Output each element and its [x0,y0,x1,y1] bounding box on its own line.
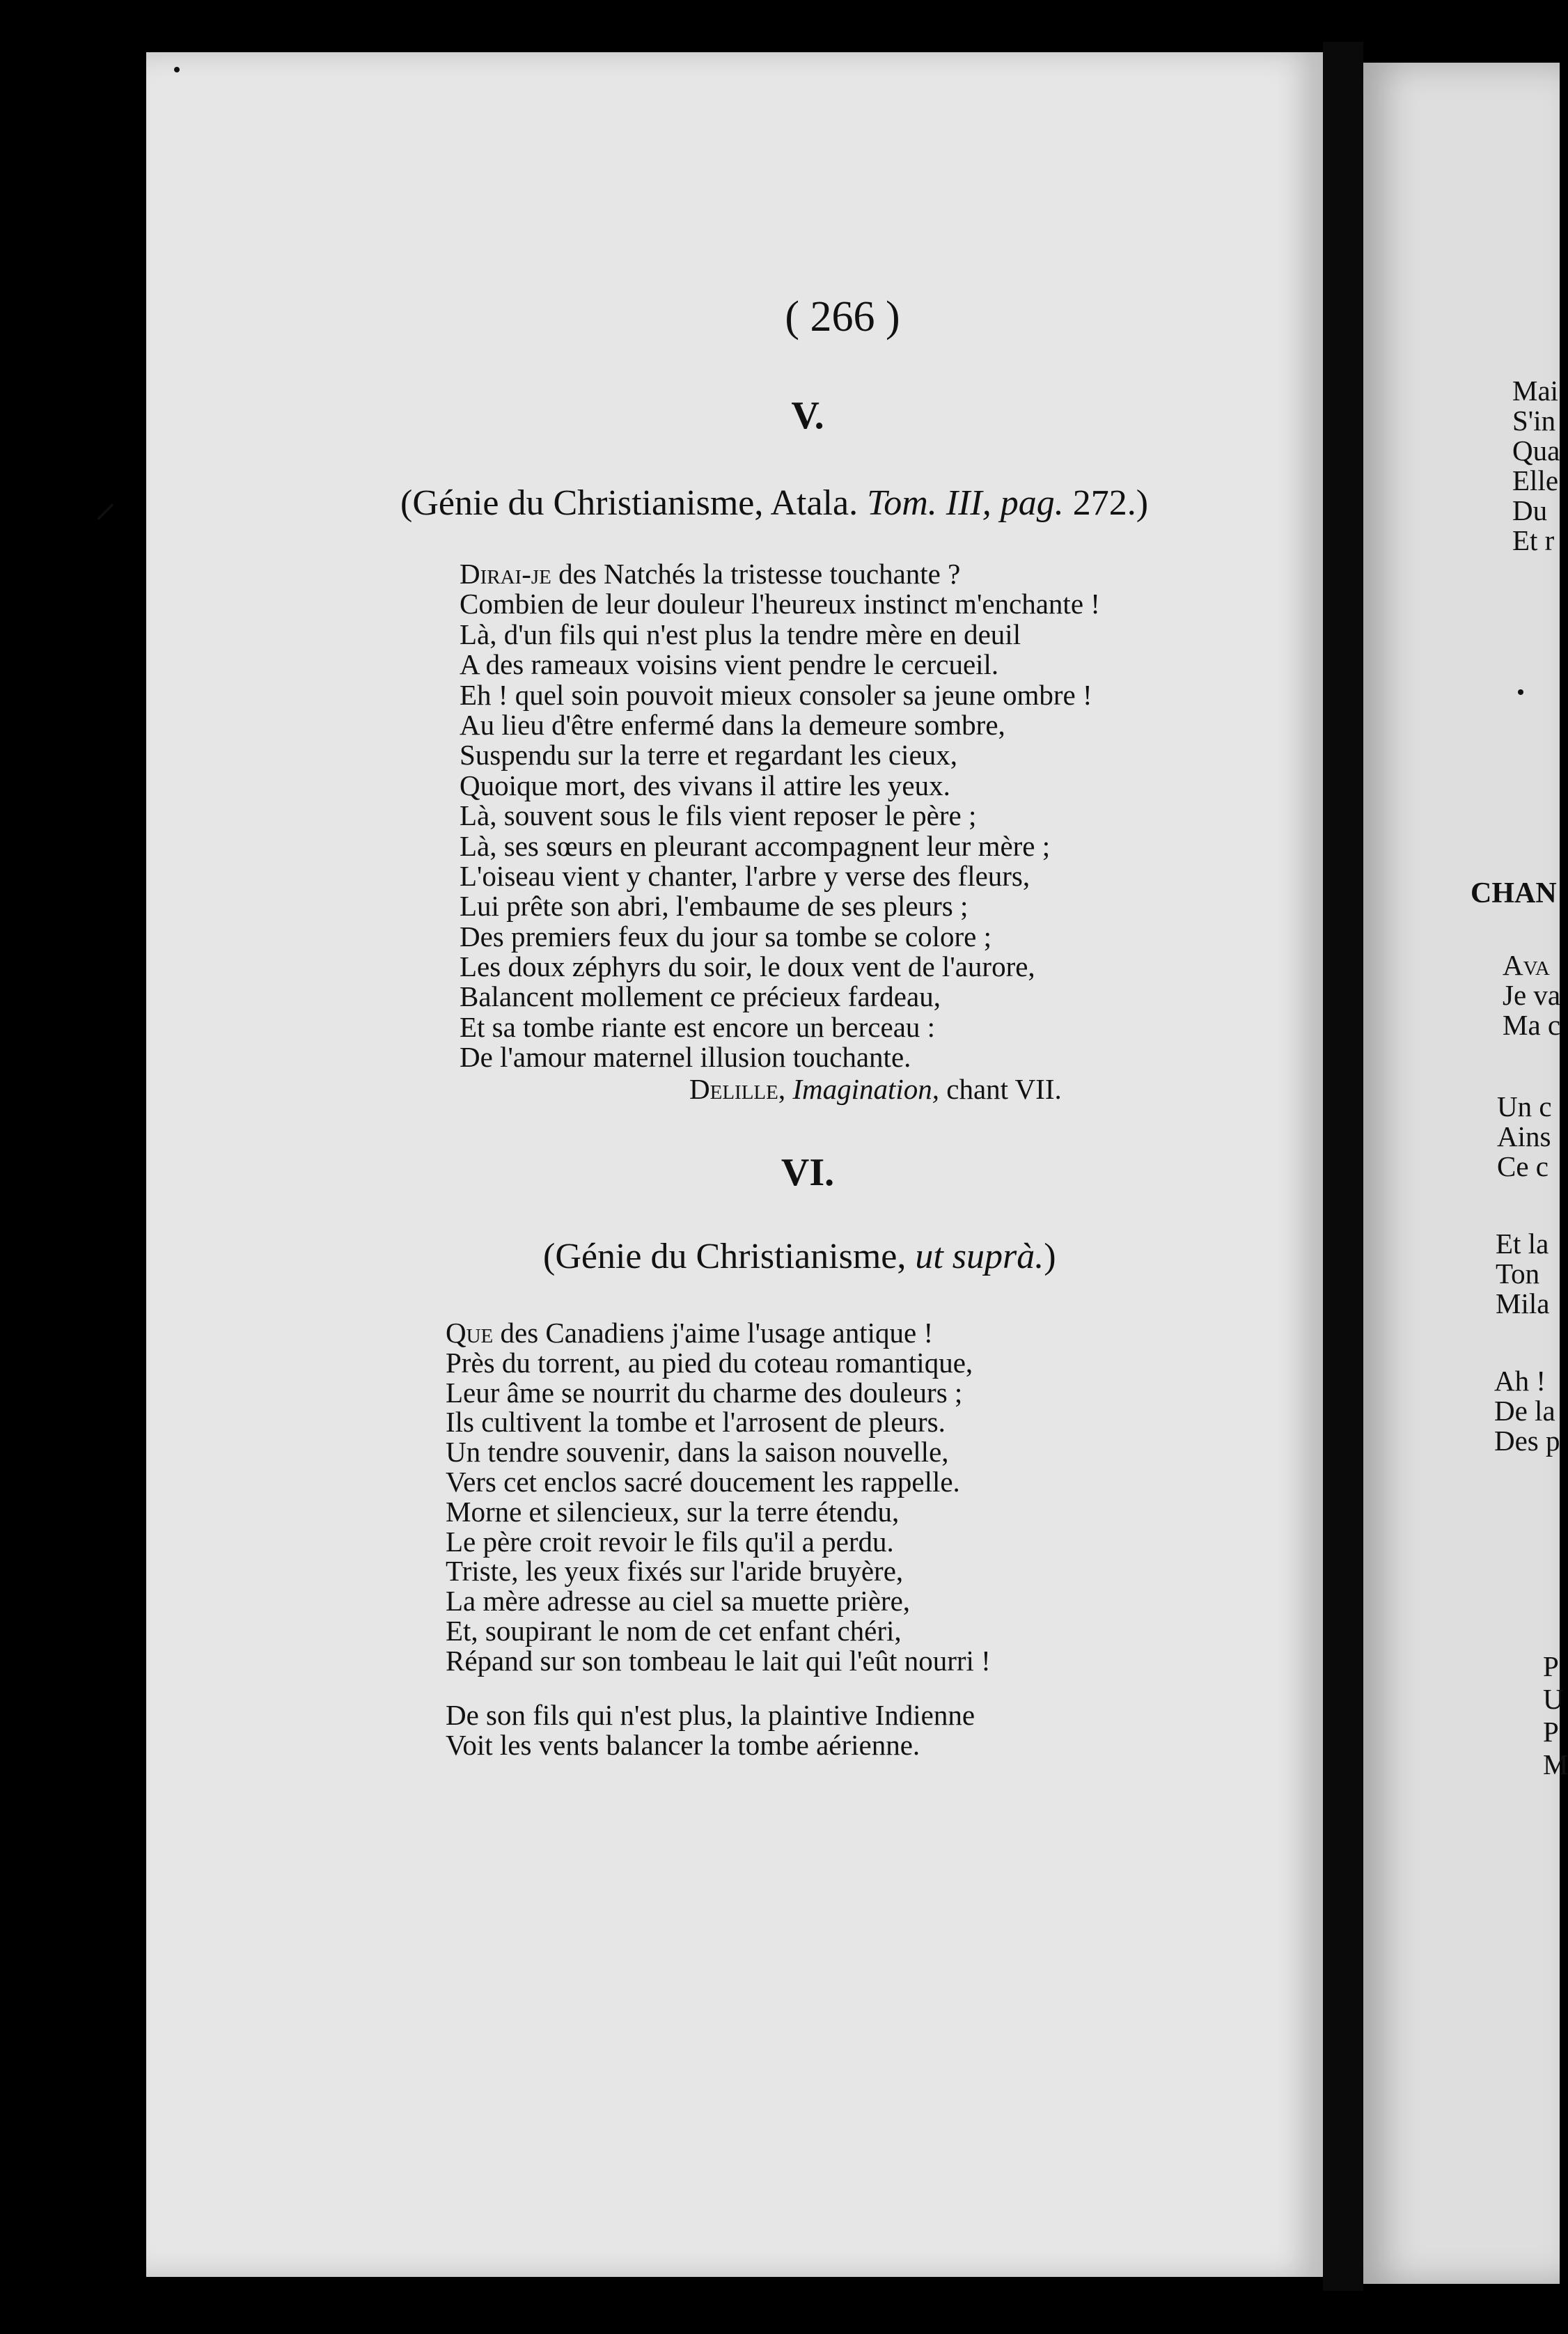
poem-line: Et sa tombe riante est encore un berceau : [460,1010,936,1043]
page-number: ( 266 ) [785,293,900,340]
fragment: Qua [1512,434,1560,467]
fragment: Un c [1497,1090,1552,1122]
poem-line: De son fils qui n'est plus, la plaintive Indienne [446,1699,975,1731]
fragment: P [1543,1716,1559,1748]
fragment: Ains [1497,1120,1551,1152]
fragment: Du [1512,494,1548,526]
source-tom: Tom. III, [867,483,991,523]
right-page-fragments-2 [1503,950,1560,1040]
fragment: Je va [1503,979,1561,1011]
fragment: Ava [1503,949,1550,981]
fragment: Ton [1496,1258,1540,1290]
poem-line: Suspendu sur la terre et regardant les cieux, [460,739,957,772]
poem-line: Triste, les yeux fixés sur l'aride bruyère, [446,1555,904,1588]
source-ref: ut suprà. [915,1237,1044,1276]
poem-line: Les doux zéphyrs du soir, le doux vent de l'aurore, [460,950,1035,983]
right-page-fragments-6 [1543,1650,1568,1781]
fragment: Ma c [1503,1009,1561,1041]
right-page-heading: CHAN [1471,877,1557,909]
author: Delille, [689,1073,786,1105]
poem-line: Près du torrent, au pied du coteau romantique, [446,1346,973,1379]
poem-line: Balancent mollement ce précieux fardeau, [460,980,941,1013]
work-title: Imagination, [792,1073,940,1105]
closing-couplet [446,1700,975,1760]
fragment: P [1543,1650,1559,1682]
fragment: Des p [1494,1425,1560,1457]
section-v-source [400,483,1148,524]
speck [1518,689,1523,695]
fragment: Mai [1512,375,1559,407]
right-page-fragments-1 [1512,376,1560,556]
right-page-fragments-4 [1496,1229,1549,1319]
left-page [146,52,1323,2277]
source-pag: pag. [1000,483,1064,523]
fragment: U [1543,1683,1564,1715]
first-word: Que [446,1317,494,1349]
poem-line: Là, d'un fils qui n'est plus la tendre mère en deuil [460,618,1021,650]
fragment: S'in [1512,405,1556,437]
section-heading-v: V. [791,394,824,437]
book-gutter [1323,42,1363,2291]
poem-line: Et, soupirant le nom de cet enfant chéri, [446,1614,902,1647]
source-title: (Génie du Christianisme, Atala. [400,483,859,523]
source-num: 272.) [1072,483,1149,523]
poem-line: Que des Canadiens j'aime l'usage antique ! [446,1317,934,1349]
poem-line: L'oiseau vient y chanter, l'arbre y verse des fleurs, [460,859,1030,892]
poem-line: De l'amour maternel illusion touchante. [460,1041,911,1074]
right-page-fragments-3 [1497,1092,1552,1182]
speck [174,67,180,72]
poem-line: Au lieu d'être enfermé dans la demeure sombre, [460,708,1005,741]
poem-line: Dirai-je des Natchés la tristesse touchante ? [460,558,961,590]
poem-line: Voit les vents balancer la tombe aérienne. [446,1728,920,1761]
fragment: De la [1494,1395,1555,1427]
poem-line: Combien de leur douleur l'heureux instinct m'enchante ! [460,588,1100,620]
poem-line: Eh ! quel soin pouvoit mieux consoler sa jeune ombre ! [460,678,1092,711]
poem-line: Là, souvent sous le fils vient reposer le père ; [460,799,977,832]
section-heading-vi: VI. [781,1151,835,1194]
poem-line: Des premiers feux du jour sa tombe se colore ; [460,920,991,953]
canto: chant VII. [946,1073,1062,1105]
poem-line: Un tendre souvenir, dans la saison nouvelle, [446,1436,949,1468]
fragment: Ce c [1497,1150,1549,1182]
poem-line: Là, ses sœurs en pleurant accompagnent leur mère ; [460,829,1051,862]
poem-line: Répand sur son tombeau le lait qui l'eût nourri ! [446,1644,991,1677]
first-word: Dirai-je [460,558,551,590]
poem-section-vi [446,1318,991,1676]
poem-line: Le père croit revoir le fils qu'il a perdu. [446,1525,894,1558]
fragment: Et la [1496,1228,1549,1260]
margin-mark [97,503,113,519]
poem-line: Morne et silencieux, sur la terre étendu, [446,1495,900,1528]
source-close: ) [1044,1237,1056,1276]
fragment: M [1543,1748,1568,1780]
fragment: Mila [1496,1287,1550,1319]
poem-line: Lui prête son abri, l'embaume de ses pleurs ; [460,890,969,923]
fragment: Elle [1512,464,1559,496]
bleed-through [1177,348,1183,377]
poem-line: Quoique mort, des vivans il attire les yeux. [460,769,950,801]
poem-line: Ils cultivent la tombe et l'arrosent de pleurs. [446,1406,946,1439]
source-title: (Génie du Christianisme, [543,1237,907,1276]
poem-line: Leur âme se nourrit du charme des douleurs ; [446,1376,963,1409]
attribution [689,1072,1062,1106]
section-vi-source [543,1236,1056,1277]
poem-line: A des rameaux voisins vient pendre le cercueil. [460,648,999,681]
right-page-fragments-5 [1494,1366,1560,1456]
poem-line: La mère adresse au ciel sa muette prière, [446,1585,911,1618]
poem-section-v [460,559,1100,1073]
fragment: Ah ! [1494,1365,1546,1397]
fragment: Et r [1512,524,1555,556]
poem-line: Vers cet enclos sacré doucement les rappelle. [446,1465,960,1498]
